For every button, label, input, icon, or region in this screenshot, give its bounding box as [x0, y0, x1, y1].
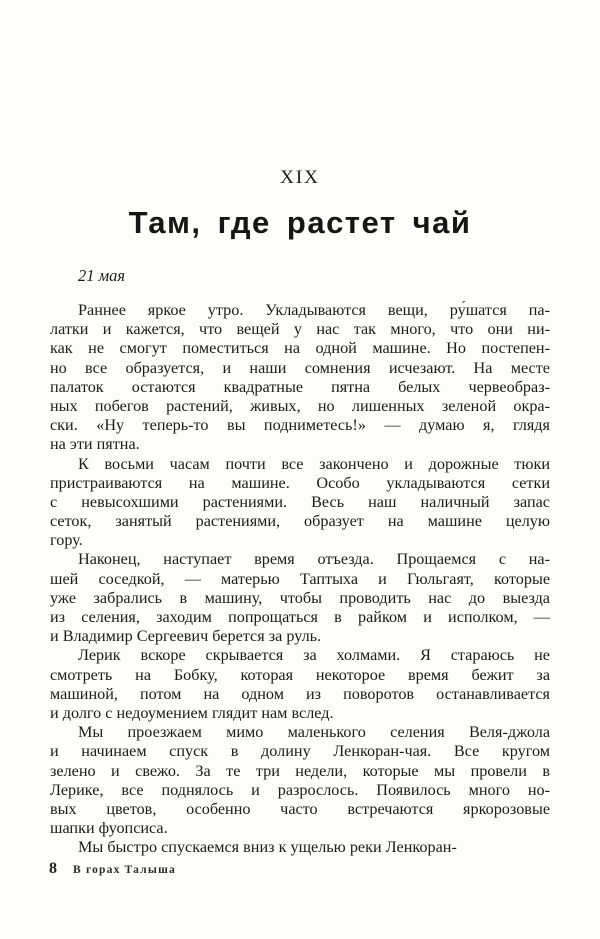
- text-line: из селения, заходим попрощаться в райком и исполком, —: [50, 608, 550, 626]
- paragraph: [50, 550, 550, 646]
- text-line: уже забрались в машину, чтобы проводить нас до выезда: [50, 588, 550, 607]
- text-line: Мы быстро спускаемся вниз к ущелью реки Ленкоран-: [78, 838, 457, 857]
- text-line: пристраиваются на машине. Особо укладываются сетки: [50, 473, 550, 492]
- text-line: и долго с недоумением глядит нам вслед.: [50, 703, 334, 722]
- text-line: Наконец, наступает время отъезда. Прощаемся с на-: [78, 550, 550, 569]
- paragraph: [50, 723, 550, 838]
- paragraph: [50, 646, 550, 723]
- running-title: В горах Талыша: [73, 864, 176, 876]
- text-line: ски. «Ну теперь-то вы подниметесь!» — думаю я, глядя: [50, 416, 550, 435]
- text-line: гору.: [50, 531, 83, 550]
- text-line: вых цветов, особенно часто встречаются яркорозовые: [50, 799, 550, 818]
- text-line: машиной, потом на одном из поворотов останавливается: [50, 684, 550, 703]
- text-line: Лерик вскоре скрывается за холмами. Я стараюсь не: [78, 646, 550, 665]
- paragraph: [50, 455, 550, 551]
- text-line: Мы проезжаем мимо маленького селения Веля-джола: [78, 723, 550, 742]
- chapter-number: XIX: [280, 167, 320, 188]
- paragraph: [50, 838, 550, 857]
- dateline: 21 мая: [78, 266, 126, 285]
- text-line: смотреть на Бобку, которая некоторое время бежит за: [50, 665, 550, 684]
- text-line: шей соседкой, — матерью Таптыха и Гюльгаят, которые: [50, 569, 550, 588]
- body-text: [50, 301, 550, 857]
- text-line: ных побегов растений, живых, но лишенных зеленой окра-: [50, 396, 550, 415]
- signature-number: 8: [49, 860, 57, 877]
- text-line: палаток остаются квадратные пятна белых червеобраз-: [50, 377, 550, 396]
- text-line: зелено и свежо. За те три недели, которые мы провели в: [50, 761, 550, 780]
- text-line: шапки фуопсиса.: [50, 819, 168, 838]
- text-line: но все образуется, и наши сомнения исчезают. На месте: [50, 358, 550, 377]
- text-line: Лерике, все поднялось и разрослось. Появилось много но-: [50, 780, 550, 799]
- text-line: на эти пятна.: [50, 435, 140, 454]
- text-line: К восьми часам почти все закончено и дорожные тюки: [78, 454, 550, 473]
- paragraph: [50, 301, 550, 455]
- text-line: сеток, занятый растениями, образует на машине целую: [50, 512, 550, 531]
- text-line: с невысохшими растениями. Весь наш наличный запас: [50, 492, 550, 511]
- chapter-title: Там, где растет чай: [128, 205, 472, 240]
- text-line: и начинаем спуск в долину Ленкоран-чая. Все кругом: [50, 742, 550, 761]
- text-line: латки и кажется, что вещей у нас так много, что они ни-: [50, 320, 550, 339]
- footer: [49, 860, 549, 878]
- text-line: и Владимир Сергеевич берется за руль.: [50, 627, 322, 646]
- text-line: Раннее яркое утро. Укладываются вещи, ру́шатся па-: [78, 301, 550, 319]
- scan-fade-overlay: [570, 0, 600, 939]
- text-line: как не смогут поместиться на одной машине. Но постепен-: [50, 339, 550, 358]
